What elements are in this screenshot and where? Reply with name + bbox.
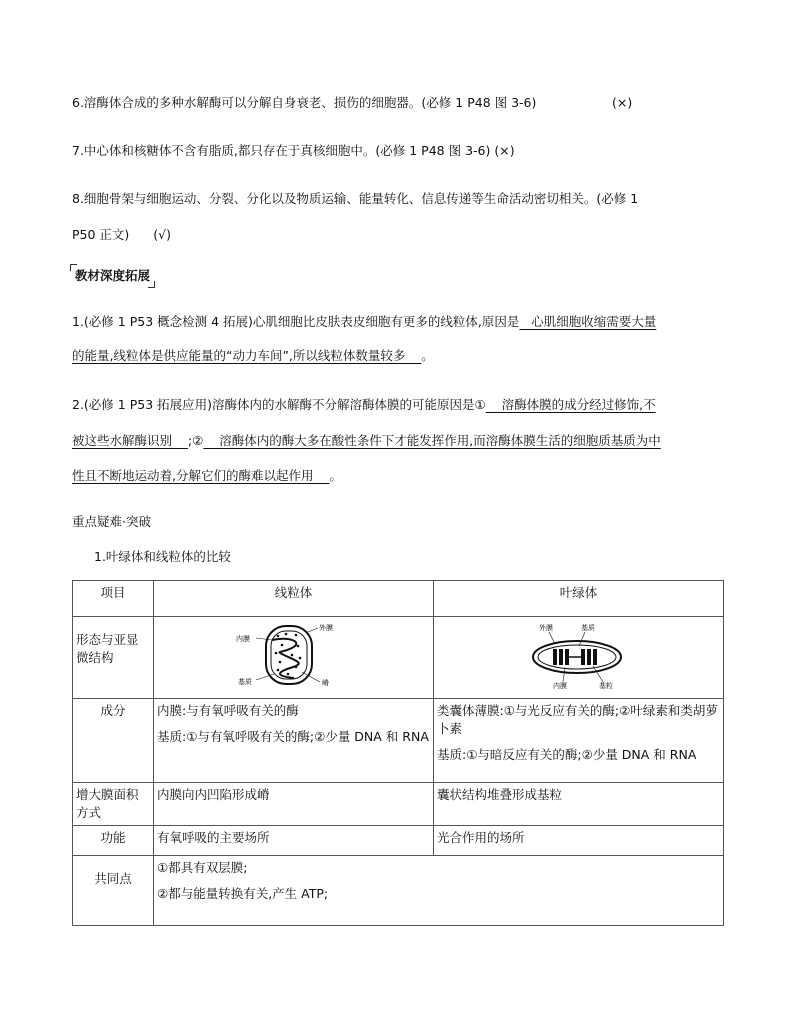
extension-item-2-question: 2.(必修 1 P53 拓展应用)溶酶体内的水解酶不分解溶酶体膜的可能原因是① [72,397,486,412]
row-label-membrane-area: 增大膜面积方式 [73,783,154,826]
chloroplast-diagram-cell [434,617,724,699]
statement-8-text: 8.细胞骨架与细胞运动、分裂、分化以及物质运输、能量转化、信息传递等生命活动密切相关。(必修 1 [72,191,639,206]
common-point-1: ①都具有双层膜; [157,860,248,875]
statement-8-line1 [72,190,638,208]
mito-label-outer-membrane: 外膜 [318,624,333,632]
header-chloroplast: 叶绿体 [434,581,724,617]
mitochondria-diagram-cell [154,617,434,699]
row-label-structure: 形态与亚显微结构 [73,617,154,699]
extension-item-2-line3 [72,467,342,485]
extension-item-1-line2 [72,347,434,365]
chloro-composition [434,699,724,783]
chloro-label-outer-membrane: 外膜 [538,624,553,632]
extension-item-2-answer-2-cont: 性且不断地运动着,分解它们的酶难以起作用 [72,468,330,483]
extension-item-2-answer-1-cont: 被这些水解酶识别 [72,433,188,448]
extension-item-1-answer: 心肌细胞收缩需要大量 [519,314,657,329]
extension-item-1-question: 1.(必修 1 P53 概念检测 4 拓展)心肌细胞比皮肤表皮细胞有更多的线粒体,原因是 [72,314,520,329]
row-label-common: 共同点 [73,856,154,926]
statement-7-text: 7.中心体和核糖体不含有脂质,都只存在于真核细胞中。(必修 1 P48 图 3-6) [72,143,491,158]
chloro-composition-thylakoid: 类囊体薄膜:①与光反应有关的酶;②叶绿素和类胡萝卜素 [437,703,718,736]
extension-item-1-end: 。 [421,348,434,363]
common-point-2: ②都与能量转换有关,产生 ATP; [157,886,329,901]
mito-membrane-area: 内膜向内凹陷形成嵴 [154,783,434,826]
statement-7-mark: (×) [494,143,515,158]
extension-item-2-answer-1: 溶酶体膜的成分经过修饰,不 [485,397,656,412]
mito-label-matrix: 基质 [237,678,252,686]
chloro-composition-matrix: 基质:①与暗反应有关的酶;②少量 DNA 和 RNA [437,747,697,762]
row-label-function: 功能 [73,826,154,856]
mito-label-inner-membrane: 内膜 [235,635,250,643]
table-header-row [73,581,724,617]
section-heading-extension: 教材深度拓展 [72,266,153,286]
chloro-label-inner-membrane: 内膜 [552,682,567,690]
header-item: 项目 [73,581,154,617]
chloro-label-matrix: 基质 [580,624,595,632]
extension-item-1-line1 [72,313,656,331]
mito-composition-inner: 内膜:与有氧呼吸有关的酶 [157,703,299,718]
extension-item-1-answer-cont: 的能量,线粒体是供应能量的“动力车间”,所以线粒体数量较多 [72,348,422,363]
statement-6-mark: (×) [612,95,633,110]
extension-item-2-sep: ;② [187,433,204,448]
chloroplast-diagram [519,620,639,690]
extension-item-2-end: 。 [329,468,342,483]
statement-8-mark: (√) [153,227,171,242]
extension-item-2-line1 [72,396,656,414]
mito-function: 有氧呼吸的主要场所 [154,826,434,856]
table-row-membrane-area [73,783,724,826]
statement-7 [72,142,515,160]
table-row-function [73,826,724,856]
statement-6 [72,94,633,112]
mito-composition [154,699,434,783]
extension-item-2-answer-2: 溶酶体内的酶大多在酸性条件下才能发挥作用,而溶酶体膜生活的细胞质基质为中 [203,433,661,448]
common-points [154,856,724,926]
table-title: 1.叶绿体和线粒体的比较 [94,549,231,564]
chloro-membrane-area: 囊状结构堆叠形成基粒 [434,783,724,826]
mitochondria-diagram [234,620,354,690]
statement-6-text: 6.溶酶体合成的多种水解酶可以分解自身衰老、损伤的细胞器。(必修 1 P48 图 3-6) [72,95,537,110]
table-row-composition [73,699,724,783]
header-mitochondria: 线粒体 [154,581,434,617]
row-label-composition: 成分 [73,699,154,783]
comparison-table [72,580,724,926]
mito-label-crista: 嵴 [321,679,329,687]
table-row-common [73,856,724,926]
extension-item-2-line2 [72,432,661,450]
chloro-label-grana: 基粒 [598,682,613,690]
section-heading-focus: 重点疑难·突破 [72,514,151,529]
statement-8-line2 [72,226,171,244]
statement-8-text-cont: P50 正文) [72,227,130,242]
chloro-function: 光合作用的场所 [434,826,724,856]
mito-composition-matrix: 基质:①与有氧呼吸有关的酶;②少量 DNA 和 RNA [157,729,429,744]
table-row-structure [73,617,724,699]
